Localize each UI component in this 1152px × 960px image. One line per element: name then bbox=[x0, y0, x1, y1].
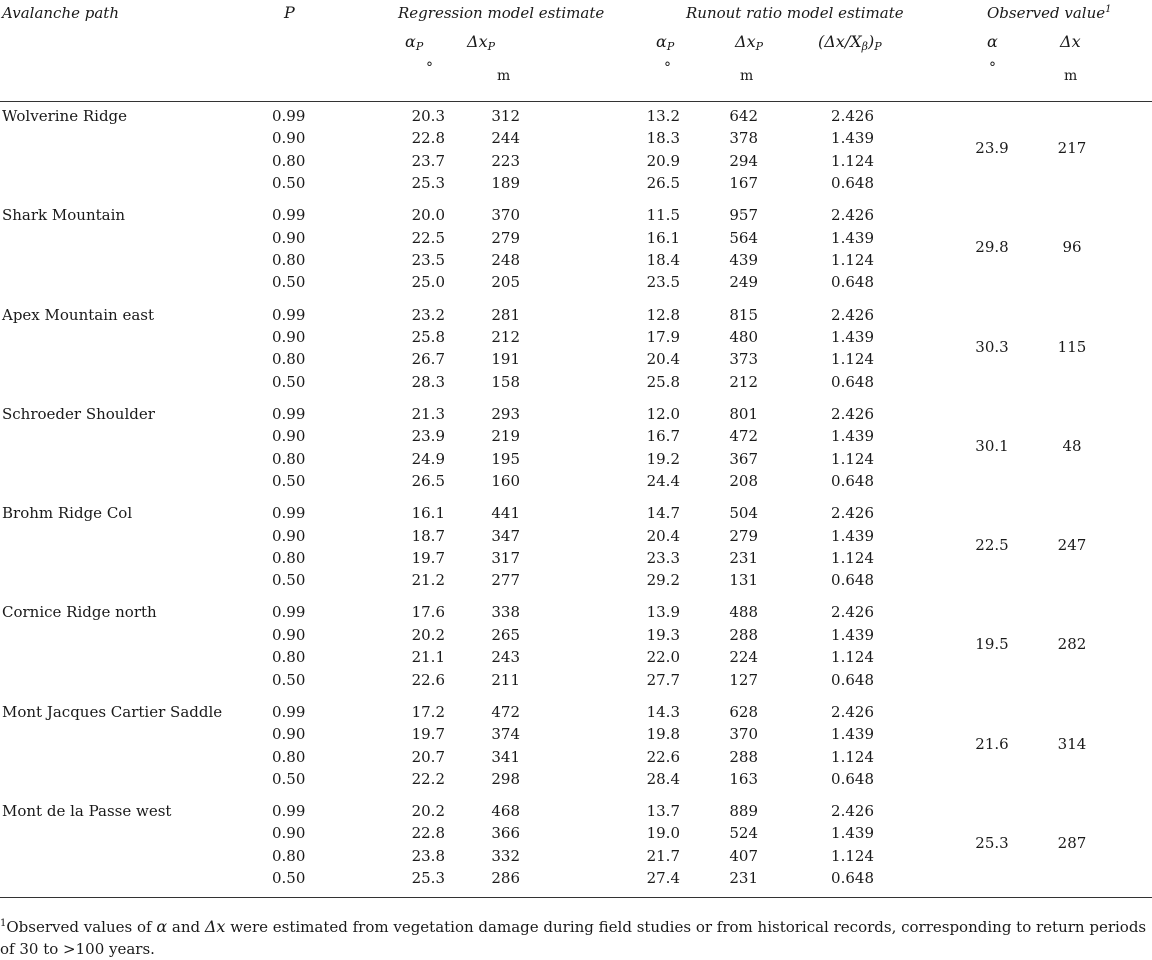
table-row bbox=[0, 869, 1152, 891]
cell-run-ratio: 1.439 bbox=[831, 427, 874, 446]
cell-run-dx: 249 bbox=[729, 273, 758, 292]
cell-prob: 0.99 bbox=[272, 305, 306, 324]
cell-run-dx: 367 bbox=[729, 449, 758, 468]
cell-run-dx: 224 bbox=[729, 648, 758, 667]
cell-reg-alpha: 23.7 bbox=[411, 151, 445, 170]
table-row bbox=[0, 306, 1152, 328]
cell-run-alpha: 18.3 bbox=[646, 129, 680, 148]
cell-run-alpha: 11.5 bbox=[646, 206, 680, 225]
cell-reg-alpha: 21.1 bbox=[411, 648, 445, 667]
cell-obs-dx: 115 bbox=[1057, 337, 1087, 356]
cell-obs-alpha: 21.6 bbox=[975, 734, 1009, 753]
footnote-text-2: and bbox=[167, 918, 205, 936]
cell-run-dx: 472 bbox=[729, 427, 758, 446]
cell-run-dx: 480 bbox=[729, 327, 758, 346]
cell-obs-dx: 217 bbox=[1057, 139, 1087, 157]
footnote-text-3: were estimated from vegetation damage during field studies or from historical records, corresponding to return periods of 30 to >100 years. bbox=[0, 918, 1147, 958]
cell-prob: 0.80 bbox=[272, 648, 306, 667]
cell-reg-dx: 219 bbox=[491, 427, 520, 446]
cell-reg-dx: 212 bbox=[491, 327, 520, 346]
cell-run-dx: 488 bbox=[729, 603, 758, 622]
cell-run-ratio: 0.648 bbox=[831, 372, 874, 391]
cell-run-ratio: 1.439 bbox=[831, 526, 874, 545]
table-row bbox=[0, 504, 1152, 526]
cell-reg-alpha: 21.2 bbox=[411, 571, 445, 590]
avalanche-path-name: Cornice Ridge north bbox=[2, 603, 157, 622]
cell-run-alpha: 26.5 bbox=[646, 174, 680, 193]
cell-reg-alpha: 20.2 bbox=[411, 802, 445, 821]
cell-prob: 0.50 bbox=[272, 273, 306, 292]
cell-prob: 0.50 bbox=[272, 472, 306, 491]
cell-run-dx: 167 bbox=[729, 174, 758, 193]
cell-run-dx: 378 bbox=[729, 129, 758, 148]
cell-run-dx: 370 bbox=[729, 725, 758, 744]
cell-run-dx: 642 bbox=[729, 107, 758, 125]
header-p: P bbox=[284, 3, 295, 22]
cell-reg-alpha: 22.5 bbox=[411, 228, 445, 247]
header-rule bbox=[0, 101, 1152, 102]
cell-reg-alpha: 24.9 bbox=[411, 449, 445, 468]
cell-reg-alpha: 21.3 bbox=[411, 404, 445, 423]
cell-prob: 0.99 bbox=[272, 603, 306, 622]
cell-run-ratio: 1.439 bbox=[831, 129, 874, 148]
cell-run-alpha: 22.0 bbox=[646, 648, 680, 667]
cell-run-alpha: 20.9 bbox=[646, 151, 680, 170]
footnote-mark: 1 bbox=[0, 918, 7, 929]
cell-obs-alpha: 19.5 bbox=[975, 635, 1009, 654]
cell-run-ratio: 2.426 bbox=[831, 206, 874, 225]
footnote-alpha: α bbox=[156, 917, 168, 936]
table-footnote bbox=[0, 913, 1152, 960]
cell-run-ratio: 1.439 bbox=[831, 625, 874, 644]
table-row bbox=[0, 107, 1152, 129]
cell-run-alpha: 12.0 bbox=[646, 404, 680, 423]
footer-rule bbox=[0, 897, 1152, 898]
cell-run-ratio: 1.124 bbox=[831, 846, 874, 865]
cell-prob: 0.50 bbox=[272, 174, 306, 193]
cell-run-ratio: 1.439 bbox=[831, 824, 874, 843]
cell-reg-dx: 317 bbox=[491, 548, 520, 567]
cell-reg-alpha: 19.7 bbox=[411, 548, 445, 567]
cell-reg-dx: 347 bbox=[491, 526, 520, 545]
cell-prob: 0.90 bbox=[272, 228, 306, 247]
cell-reg-dx: 341 bbox=[491, 747, 520, 766]
cell-reg-alpha: 28.3 bbox=[411, 372, 445, 391]
cell-run-ratio: 1.124 bbox=[831, 548, 874, 567]
cell-reg-dx: 277 bbox=[491, 571, 520, 590]
cell-run-dx: 815 bbox=[729, 305, 758, 324]
table-row bbox=[0, 671, 1152, 693]
cell-reg-alpha: 20.7 bbox=[411, 747, 445, 766]
cell-run-ratio: 0.648 bbox=[831, 472, 874, 491]
cell-run-alpha: 19.3 bbox=[646, 625, 680, 644]
cell-run-ratio: 1.124 bbox=[831, 747, 874, 766]
cell-reg-dx: 244 bbox=[491, 129, 520, 148]
cell-reg-dx: 468 bbox=[491, 802, 520, 821]
cell-run-dx: 801 bbox=[729, 404, 758, 423]
cell-reg-alpha: 26.7 bbox=[411, 350, 445, 369]
cell-run-alpha: 29.2 bbox=[646, 571, 680, 590]
cell-run-alpha: 27.4 bbox=[646, 869, 680, 888]
cell-prob: 0.99 bbox=[272, 504, 306, 523]
table-row bbox=[0, 571, 1152, 593]
cell-prob: 0.80 bbox=[272, 846, 306, 865]
cell-obs-alpha: 23.9 bbox=[975, 139, 1009, 157]
cell-run-ratio: 1.124 bbox=[831, 648, 874, 667]
cell-reg-dx: 374 bbox=[491, 725, 520, 744]
cell-prob: 0.99 bbox=[272, 404, 306, 423]
cell-run-dx: 439 bbox=[729, 251, 758, 270]
cell-prob: 0.90 bbox=[272, 427, 306, 446]
cell-run-alpha: 13.7 bbox=[646, 802, 680, 821]
cell-reg-alpha: 20.0 bbox=[411, 206, 445, 225]
cell-run-alpha: 27.7 bbox=[646, 670, 680, 689]
cell-run-ratio: 0.648 bbox=[831, 670, 874, 689]
cell-run-ratio: 1.439 bbox=[831, 327, 874, 346]
cell-prob: 0.99 bbox=[272, 702, 306, 721]
table-row bbox=[0, 373, 1152, 395]
header-run-ratio: $(\Delta x/X_\beta)_P$ bbox=[818, 32, 882, 53]
table-row bbox=[0, 206, 1152, 228]
cell-run-alpha: 19.0 bbox=[646, 824, 680, 843]
cell-run-dx: 889 bbox=[729, 802, 758, 821]
cell-run-alpha: 16.1 bbox=[646, 228, 680, 247]
cell-run-ratio: 1.124 bbox=[831, 251, 874, 270]
avalanche-group bbox=[0, 703, 1152, 802]
cell-reg-dx: 286 bbox=[491, 869, 520, 888]
cell-prob: 0.80 bbox=[272, 548, 306, 567]
cell-obs-dx: 247 bbox=[1057, 536, 1087, 555]
cell-run-alpha: 16.7 bbox=[646, 427, 680, 446]
cell-reg-dx: 281 bbox=[491, 305, 520, 324]
avalanche-path-name: Mont Jacques Cartier Saddle bbox=[2, 702, 223, 721]
cell-reg-alpha: 25.3 bbox=[411, 174, 445, 193]
avalanche-group bbox=[0, 405, 1152, 504]
cell-run-dx: 288 bbox=[729, 625, 758, 644]
cell-reg-alpha: 23.8 bbox=[411, 846, 445, 865]
cell-run-alpha: 14.7 bbox=[646, 504, 680, 523]
avalanche-group bbox=[0, 306, 1152, 405]
cell-reg-dx: 332 bbox=[491, 846, 520, 865]
avalanche-group bbox=[0, 206, 1152, 305]
header-observed-label: Observed value bbox=[987, 4, 1106, 22]
cell-reg-alpha: 25.0 bbox=[411, 273, 445, 292]
cell-reg-dx: 265 bbox=[491, 625, 520, 644]
unit-run-dx: m bbox=[740, 68, 754, 84]
cell-reg-dx: 366 bbox=[491, 824, 520, 843]
cell-run-dx: 127 bbox=[729, 670, 758, 689]
cell-prob: 0.50 bbox=[272, 571, 306, 590]
cell-run-dx: 231 bbox=[729, 548, 758, 567]
cell-prob: 0.90 bbox=[272, 625, 306, 644]
cell-obs-alpha: 29.8 bbox=[975, 238, 1009, 257]
cell-reg-dx: 312 bbox=[491, 107, 520, 125]
cell-run-dx: 294 bbox=[729, 151, 758, 170]
cell-prob: 0.90 bbox=[272, 824, 306, 843]
cell-reg-alpha: 20.3 bbox=[411, 107, 445, 125]
header-reg-alpha: $\alpha_P$ bbox=[405, 32, 424, 53]
cell-prob: 0.80 bbox=[272, 151, 306, 170]
header-regression: Regression model estimate bbox=[398, 4, 605, 22]
cell-run-alpha: 20.4 bbox=[646, 526, 680, 545]
cell-run-alpha: 12.8 bbox=[646, 305, 680, 324]
cell-reg-dx: 370 bbox=[491, 206, 520, 225]
run-ratio-sub: P bbox=[874, 40, 882, 53]
cell-obs-alpha: 25.3 bbox=[975, 834, 1009, 853]
cell-run-dx: 373 bbox=[729, 350, 758, 369]
cell-reg-alpha: 22.2 bbox=[411, 769, 445, 788]
cell-run-dx: 628 bbox=[729, 702, 758, 721]
cell-reg-dx: 223 bbox=[491, 151, 520, 170]
unit-obs-alpha: ° bbox=[989, 60, 996, 76]
cell-reg-dx: 205 bbox=[491, 273, 520, 292]
cell-reg-alpha: 26.5 bbox=[411, 472, 445, 491]
cell-run-alpha: 21.7 bbox=[646, 846, 680, 865]
cell-run-alpha: 19.8 bbox=[646, 725, 680, 744]
cell-run-alpha: 23.3 bbox=[646, 548, 680, 567]
cell-prob: 0.99 bbox=[272, 802, 306, 821]
avalanche-group bbox=[0, 802, 1152, 901]
cell-run-ratio: 0.648 bbox=[831, 571, 874, 590]
table-body bbox=[0, 107, 1152, 901]
cell-run-ratio: 2.426 bbox=[831, 305, 874, 324]
cell-obs-alpha: 22.5 bbox=[975, 536, 1009, 555]
cell-reg-alpha: 23.2 bbox=[411, 305, 445, 324]
cell-prob: 0.50 bbox=[272, 769, 306, 788]
cell-reg-dx: 191 bbox=[491, 350, 520, 369]
cell-reg-dx: 158 bbox=[491, 372, 520, 391]
cell-reg-alpha: 25.8 bbox=[411, 327, 445, 346]
cell-run-dx: 131 bbox=[729, 571, 758, 590]
cell-reg-alpha: 23.5 bbox=[411, 251, 445, 270]
cell-run-dx: 212 bbox=[729, 372, 758, 391]
avalanche-path-name: Mont de la Passe west bbox=[2, 802, 172, 821]
cell-obs-alpha: 30.1 bbox=[975, 436, 1009, 455]
avalanche-path-name: Apex Mountain east bbox=[2, 305, 154, 324]
avalanche-path-name: Brohm Ridge Col bbox=[2, 504, 133, 523]
cell-obs-dx: 96 bbox=[1062, 238, 1082, 257]
cell-run-dx: 288 bbox=[729, 747, 758, 766]
cell-reg-dx: 211 bbox=[491, 670, 520, 689]
avalanche-path-name: Wolverine Ridge bbox=[2, 107, 128, 125]
cell-reg-alpha: 17.6 bbox=[411, 603, 445, 622]
table-row bbox=[0, 802, 1152, 824]
cell-run-alpha: 24.4 bbox=[646, 472, 680, 491]
avalanche-group bbox=[0, 603, 1152, 702]
reg-alpha-sub: P bbox=[415, 40, 424, 53]
cell-reg-dx: 441 bbox=[491, 504, 520, 523]
cell-run-ratio: 1.439 bbox=[831, 228, 874, 247]
cell-reg-alpha: 22.8 bbox=[411, 824, 445, 843]
cell-reg-dx: 189 bbox=[491, 174, 520, 193]
cell-obs-dx: 282 bbox=[1057, 635, 1087, 654]
cell-run-ratio: 2.426 bbox=[831, 802, 874, 821]
cell-run-alpha: 22.6 bbox=[646, 747, 680, 766]
cell-obs-dx: 287 bbox=[1057, 834, 1087, 853]
table-row bbox=[0, 174, 1152, 196]
cell-reg-dx: 472 bbox=[491, 702, 520, 721]
avalanche-path-name: Schroeder Shoulder bbox=[2, 404, 155, 423]
header-obs-alpha: α bbox=[987, 32, 998, 51]
cell-run-alpha: 28.4 bbox=[646, 769, 680, 788]
cell-run-dx: 163 bbox=[729, 769, 758, 788]
table-row bbox=[0, 603, 1152, 625]
cell-prob: 0.99 bbox=[272, 107, 306, 125]
avalanche-path-name: Shark Mountain bbox=[2, 206, 126, 225]
unit-run-alpha: ° bbox=[664, 60, 671, 76]
cell-run-ratio: 1.124 bbox=[831, 151, 874, 170]
avalanche-group bbox=[0, 504, 1152, 603]
cell-run-alpha: 13.2 bbox=[646, 107, 680, 125]
cell-prob: 0.80 bbox=[272, 747, 306, 766]
header-run-alpha: $\alpha_P$ bbox=[656, 32, 675, 53]
cell-reg-dx: 293 bbox=[491, 404, 520, 423]
cell-run-ratio: 0.648 bbox=[831, 869, 874, 888]
cell-run-dx: 208 bbox=[729, 472, 758, 491]
cell-run-dx: 231 bbox=[729, 869, 758, 888]
cell-run-alpha: 20.4 bbox=[646, 350, 680, 369]
footnote-dx: Δx bbox=[204, 917, 226, 936]
cell-obs-dx: 314 bbox=[1057, 734, 1087, 753]
header-avalanche-path: Avalanche path bbox=[2, 4, 119, 22]
cell-reg-dx: 160 bbox=[491, 472, 520, 491]
cell-run-ratio: 0.648 bbox=[831, 174, 874, 193]
cell-prob: 0.50 bbox=[272, 372, 306, 391]
cell-prob: 0.50 bbox=[272, 869, 306, 888]
cell-run-ratio: 2.426 bbox=[831, 702, 874, 721]
unit-obs-dx: m bbox=[1064, 68, 1078, 84]
cell-prob: 0.50 bbox=[272, 670, 306, 689]
header-run-dx: $\Delta x_P$ bbox=[735, 32, 763, 53]
cell-run-alpha: 23.5 bbox=[646, 273, 680, 292]
cell-reg-dx: 248 bbox=[491, 251, 520, 270]
cell-reg-alpha: 25.3 bbox=[411, 869, 445, 888]
cell-prob: 0.90 bbox=[272, 526, 306, 545]
cell-prob: 0.90 bbox=[272, 129, 306, 148]
run-dx-sub: P bbox=[755, 40, 763, 53]
footnote-text-1: Observed values of bbox=[6, 918, 157, 936]
header-observed-sup: 1 bbox=[1105, 4, 1112, 15]
cell-reg-alpha: 20.2 bbox=[411, 625, 445, 644]
cell-run-alpha: 13.9 bbox=[646, 603, 680, 622]
cell-run-ratio: 2.426 bbox=[831, 404, 874, 423]
cell-run-dx: 957 bbox=[729, 206, 758, 225]
table-row bbox=[0, 405, 1152, 427]
header-reg-dx: $\Delta x_P$ bbox=[467, 32, 495, 53]
header-runout: Runout ratio model estimate bbox=[686, 4, 904, 22]
reg-dx-sub: P bbox=[487, 40, 495, 53]
cell-reg-alpha: 19.7 bbox=[411, 725, 445, 744]
cell-reg-dx: 279 bbox=[491, 228, 520, 247]
cell-run-alpha: 19.2 bbox=[646, 449, 680, 468]
unit-reg-alpha: ° bbox=[426, 60, 433, 76]
header-obs-dx: Δx bbox=[1060, 32, 1081, 51]
table-row bbox=[0, 273, 1152, 295]
cell-obs-dx: 48 bbox=[1062, 436, 1082, 455]
cell-prob: 0.80 bbox=[272, 350, 306, 369]
cell-run-alpha: 14.3 bbox=[646, 702, 680, 721]
cell-reg-alpha: 17.2 bbox=[411, 702, 445, 721]
cell-run-ratio: 1.124 bbox=[831, 350, 874, 369]
cell-run-dx: 504 bbox=[729, 504, 758, 523]
table-row bbox=[0, 472, 1152, 494]
unit-reg-dx: m bbox=[497, 68, 511, 84]
cell-prob: 0.80 bbox=[272, 449, 306, 468]
header-observed bbox=[987, 4, 1112, 22]
cell-reg-alpha: 16.1 bbox=[411, 504, 445, 523]
cell-run-ratio: 2.426 bbox=[831, 603, 874, 622]
cell-reg-alpha: 22.8 bbox=[411, 129, 445, 148]
cell-run-alpha: 25.8 bbox=[646, 372, 680, 391]
cell-reg-dx: 298 bbox=[491, 769, 520, 788]
cell-prob: 0.90 bbox=[272, 725, 306, 744]
cell-reg-dx: 195 bbox=[491, 449, 520, 468]
cell-run-dx: 524 bbox=[729, 824, 758, 843]
cell-run-ratio: 0.648 bbox=[831, 273, 874, 292]
cell-run-dx: 279 bbox=[729, 526, 758, 545]
cell-prob: 0.90 bbox=[272, 327, 306, 346]
cell-run-ratio: 1.439 bbox=[831, 725, 874, 744]
cell-run-alpha: 17.9 bbox=[646, 327, 680, 346]
cell-obs-alpha: 30.3 bbox=[975, 337, 1009, 356]
cell-run-ratio: 2.426 bbox=[831, 504, 874, 523]
cell-run-ratio: 0.648 bbox=[831, 769, 874, 788]
table-row bbox=[0, 703, 1152, 725]
cell-run-dx: 407 bbox=[729, 846, 758, 865]
cell-reg-dx: 338 bbox=[491, 603, 520, 622]
avalanche-group bbox=[0, 107, 1152, 206]
cell-reg-alpha: 22.6 bbox=[411, 670, 445, 689]
cell-run-alpha: 18.4 bbox=[646, 251, 680, 270]
table-row bbox=[0, 770, 1152, 792]
cell-reg-alpha: 23.9 bbox=[411, 427, 445, 446]
cell-reg-alpha: 18.7 bbox=[411, 526, 445, 545]
run-alpha-sub: P bbox=[666, 40, 675, 53]
cell-prob: 0.99 bbox=[272, 206, 306, 225]
cell-reg-dx: 243 bbox=[491, 648, 520, 667]
cell-run-ratio: 2.426 bbox=[831, 107, 874, 125]
cell-prob: 0.80 bbox=[272, 251, 306, 270]
cell-run-ratio: 1.124 bbox=[831, 449, 874, 468]
cell-run-dx: 564 bbox=[729, 228, 758, 247]
